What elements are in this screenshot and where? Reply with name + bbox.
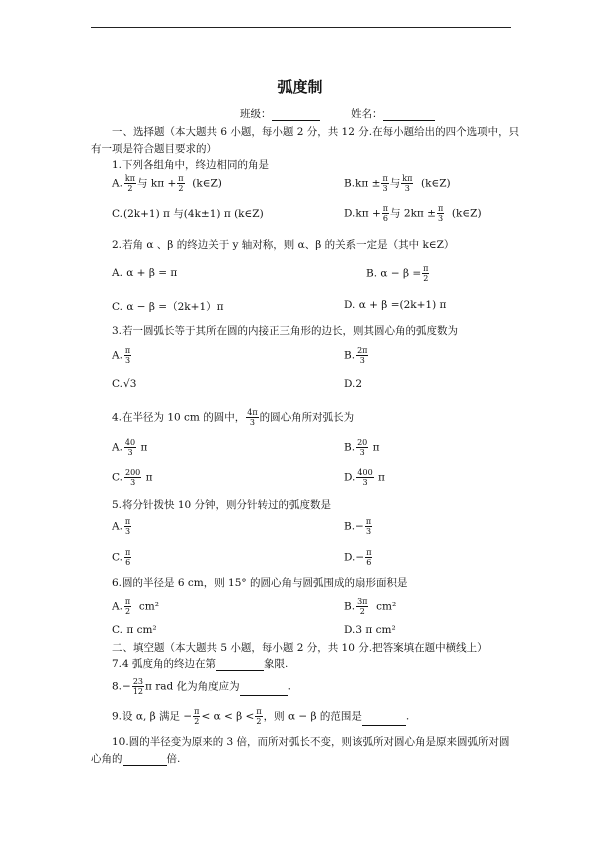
- frac: [132, 677, 144, 696]
- q6-stem: 6.圆的半径是 6 cm，则 15° 的圆心角与圆弧围成的扇形面积是: [112, 577, 408, 589]
- frac-den: 2: [125, 607, 131, 616]
- q4-stem-pre: 4.在半径为 10 cm 的圆中，: [112, 411, 246, 424]
- top-rule: [91, 27, 511, 28]
- q8: [112, 677, 291, 696]
- q1-d-mid: 与 2kπ ±: [390, 207, 436, 220]
- q2-option-d[interactable]: D. α + β =(2k+1) π: [344, 299, 447, 311]
- q9-text-mid1: < α < β <: [201, 710, 255, 723]
- q7-text-end: 象限.: [264, 658, 289, 670]
- q9-text-end: .: [405, 710, 410, 723]
- frac: [437, 204, 444, 223]
- q1-a-end: (k∈Z): [192, 177, 222, 190]
- q4-option-c[interactable]: [112, 468, 153, 487]
- q5-d-label: D.−: [344, 551, 365, 564]
- frac-num: π: [423, 264, 429, 273]
- q5-stem: 5.将分针拨快 10 分钟，则分针转过的弧度数是: [112, 499, 332, 511]
- frac: [381, 174, 388, 193]
- q5-a-label: A.: [112, 520, 123, 533]
- frac-num: 2π: [357, 346, 368, 355]
- frac: [124, 517, 131, 536]
- q3-stem: 3.若一圆弧长等于其所在圆的内接正三角形的边长，则其圆心角的弧度数为: [112, 325, 459, 337]
- class-field: [240, 106, 320, 121]
- q6-option-b[interactable]: [344, 597, 396, 616]
- frac-num: π: [124, 597, 131, 606]
- frac: [382, 204, 389, 223]
- name-label: 姓名：: [351, 108, 383, 120]
- frac: [246, 408, 258, 427]
- q6-option-d[interactable]: D.3 π cm²: [344, 624, 396, 636]
- q4-b-label: B.: [344, 441, 356, 454]
- frac-num: 40: [124, 438, 136, 447]
- frac-num: 23: [132, 677, 144, 686]
- frac: [255, 707, 262, 726]
- q5-b-label: B.−: [344, 520, 364, 533]
- frac-num: kπ: [124, 174, 136, 183]
- q1-option-d[interactable]: [344, 204, 482, 223]
- q1-option-c[interactable]: C.(2k+1) π 与(4k±1) π (k∈Z): [112, 208, 264, 220]
- q9-text: 9.设 α, β 满足 −: [112, 710, 193, 723]
- frac-num: π: [437, 204, 444, 213]
- section1-heading: 一、选择题（本大题共 6 小题，每小题 2 分，共 12 分.在每小题给出的四个选项中，只: [112, 126, 520, 138]
- frac-num: π: [365, 517, 372, 526]
- q6-a-unit: cm²: [138, 600, 159, 613]
- q3-c-label: C.: [112, 378, 123, 390]
- q8-text-end: .: [287, 680, 291, 693]
- q1-a-mid: 与: [137, 177, 148, 190]
- q3-option-c[interactable]: [112, 378, 136, 390]
- frac: [356, 346, 368, 365]
- frac-den: 3: [125, 356, 131, 365]
- frac-num: π: [124, 517, 131, 526]
- frac-den: 2: [256, 717, 262, 726]
- frac-den: 2: [359, 607, 365, 616]
- frac-num: π: [125, 548, 131, 557]
- q3-option-b[interactable]: [344, 346, 369, 365]
- q2-b-label: B. α − β =: [366, 267, 422, 280]
- frac: [124, 597, 131, 616]
- frac-den: 3: [438, 214, 444, 223]
- q2-option-a[interactable]: A. α + β = π: [112, 267, 178, 279]
- q4-option-b[interactable]: [344, 438, 380, 457]
- frac-den: 6: [125, 558, 131, 567]
- q1-b-label: B.kπ ±: [344, 177, 381, 190]
- q4-option-a[interactable]: [112, 438, 147, 457]
- q4-stem: [112, 408, 354, 427]
- q8-blank[interactable]: [240, 683, 288, 696]
- class-label: 班级：: [240, 108, 272, 120]
- frac: [401, 174, 413, 193]
- section1-heading-cont: 有一项是符合题目要求的）: [91, 143, 217, 155]
- frac: [356, 597, 368, 616]
- q4-c-label: C.: [112, 471, 123, 484]
- q1-d-label: D.kπ +: [344, 207, 381, 220]
- q4-option-d[interactable]: [344, 468, 385, 487]
- q3-b-label: B.: [344, 349, 356, 362]
- page-title: 弧度制: [277, 78, 323, 96]
- frac-den: 3: [249, 418, 255, 427]
- frac: [356, 438, 368, 457]
- name-field: [351, 106, 435, 121]
- frac-den: 2: [127, 184, 133, 193]
- frac-num: π: [366, 548, 372, 557]
- q2-option-c[interactable]: C. α − β =（2k+1）π: [112, 301, 224, 313]
- frac-den: 3: [127, 448, 133, 457]
- frac-num: π: [382, 204, 389, 213]
- q3-option-d[interactable]: D.2: [344, 378, 363, 390]
- frac-num: 200: [125, 468, 141, 477]
- q2-option-b[interactable]: [366, 264, 430, 283]
- q2-stem: 2.若角 α 、β 的终边关于 y 轴对称，则 α、β 的关系一定是（其中 k∈Z）: [112, 239, 455, 251]
- frac-den: 2: [423, 274, 429, 283]
- q4-a-label: A.: [112, 441, 123, 454]
- frac-den: 12: [132, 687, 144, 696]
- frac: [124, 346, 131, 365]
- frac-num: π: [124, 346, 131, 355]
- frac-den: 3: [382, 184, 388, 193]
- frac-den: 3: [404, 184, 410, 193]
- frac-den: 6: [382, 214, 388, 223]
- q10-line1: 10.圆的半径变为原来的 3 倍，而所对弧长不变，则该弧所对圆心角是原来圆弧所对圆: [112, 736, 510, 748]
- frac-den: 3: [359, 356, 365, 365]
- q5-c-label: C.: [112, 551, 123, 564]
- frac-num: π: [194, 707, 200, 716]
- frac-num: 20: [357, 438, 368, 447]
- frac-num: π: [178, 174, 184, 183]
- frac-num: π: [256, 707, 262, 716]
- q9-text-mid2: ，则 α − β 的范围是: [263, 710, 362, 723]
- q1-stem: 1.下列各组角中，终边相同的角是: [112, 159, 270, 171]
- q3-c-value: √3: [123, 378, 137, 390]
- frac-num: kπ: [402, 174, 413, 183]
- frac-den: 3: [130, 478, 136, 487]
- q6-option-c[interactable]: C. π cm²: [112, 624, 157, 636]
- frac-num: 4π: [247, 408, 258, 417]
- frac-den: 2: [194, 717, 200, 726]
- class-blank[interactable]: [272, 108, 320, 121]
- q6-b-unit: cm²: [376, 600, 397, 613]
- q1-b-mid: 与: [389, 177, 401, 190]
- q6-b-label: B.: [344, 600, 356, 613]
- frac: [124, 468, 141, 487]
- frac-num: 3π: [357, 597, 368, 606]
- frac: [124, 548, 131, 567]
- pi-symbol: π: [372, 441, 380, 454]
- q10-text: 心角的: [91, 753, 123, 765]
- q7: [112, 656, 288, 671]
- q1-a-label: A.: [112, 177, 123, 190]
- q9-blank[interactable]: [362, 713, 406, 726]
- q8-text: 8.−: [112, 680, 131, 693]
- q5-option-c[interactable]: [112, 548, 132, 567]
- name-blank[interactable]: [383, 108, 435, 121]
- q5-option-b[interactable]: [344, 517, 373, 536]
- frac: [365, 548, 372, 567]
- q5-option-d[interactable]: [344, 548, 373, 567]
- q3-option-a[interactable]: [112, 346, 132, 365]
- frac-den: 3: [365, 527, 372, 536]
- frac: [124, 438, 136, 457]
- frac: [124, 174, 136, 193]
- q8-text-mid: π rad 化为角度应为: [145, 680, 240, 693]
- q9: [112, 707, 409, 726]
- frac: [193, 707, 200, 726]
- q7-text: 7.4 弧度角的终边在第: [112, 658, 217, 670]
- section2-heading: 二、填空题（本大题共 5 小题，每小题 2 分，共 10 分.把答案填在题中横线上）: [112, 642, 488, 654]
- frac: [177, 174, 184, 193]
- q1-option-a[interactable]: A. $\frac{k\pi}{2}$ 与 kπ + $\frac{\pi}{2}$ (k∈Z): [112, 174, 222, 193]
- q4-stem-post: 的圆心角所对弧长为: [259, 411, 355, 424]
- q6-option-a[interactable]: [112, 597, 159, 616]
- q3-a-label: A.: [112, 349, 123, 362]
- pi-symbol: π: [378, 471, 385, 484]
- frac-den: 6: [366, 558, 372, 567]
- frac: [365, 517, 372, 536]
- frac-den: 3: [359, 448, 365, 457]
- q10-text-end: 倍.: [166, 753, 181, 765]
- q5-option-a[interactable]: [112, 517, 132, 536]
- frac-den: 3: [125, 527, 131, 536]
- q6-a-label: A.: [112, 600, 123, 613]
- q1-d-end: (k∈Z): [451, 207, 482, 220]
- frac: [422, 264, 429, 283]
- frac-den: 3: [362, 478, 368, 487]
- q10-line2: [91, 751, 180, 766]
- q1-b-end: (k∈Z): [421, 177, 451, 190]
- frac-num: 400: [357, 468, 373, 477]
- q10-blank[interactable]: [123, 753, 167, 766]
- q1-option-b[interactable]: [344, 174, 451, 193]
- q4-d-label: D.: [344, 471, 356, 484]
- q7-blank[interactable]: [216, 658, 264, 671]
- frac: [356, 468, 373, 487]
- frac-num: π: [382, 174, 388, 183]
- pi-symbol: π: [145, 471, 153, 484]
- frac-den: 2: [178, 184, 184, 193]
- pi-symbol: π: [140, 441, 148, 454]
